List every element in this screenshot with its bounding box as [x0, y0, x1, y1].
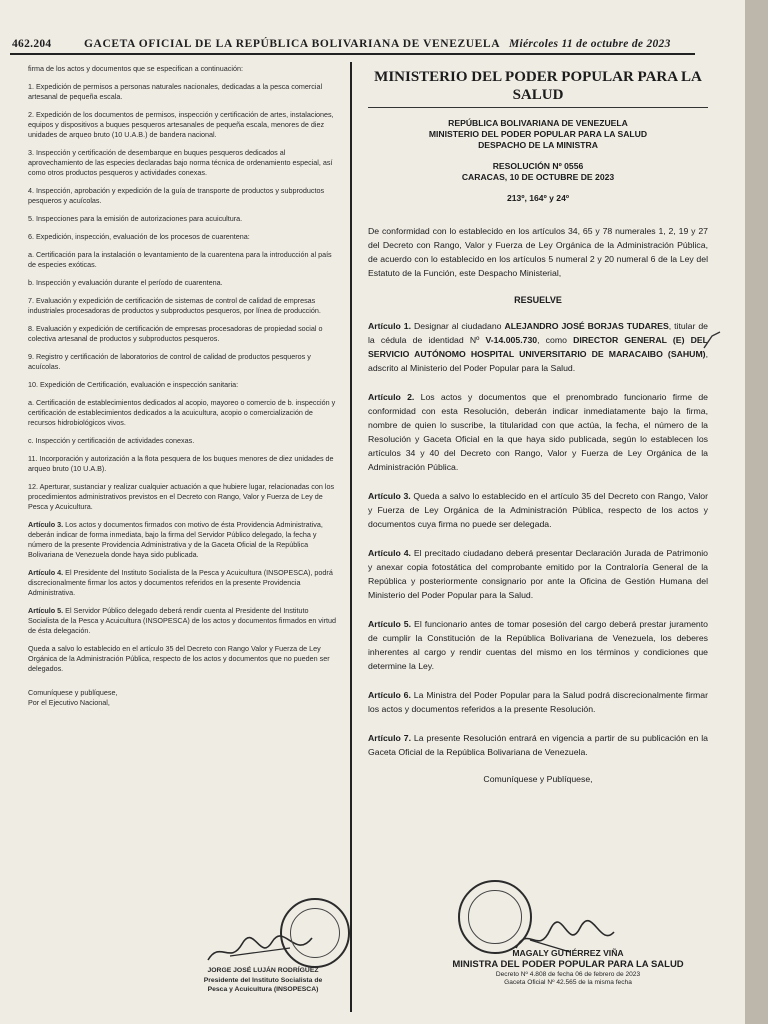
- resolution-number: RESOLUCIÓN Nº 0556: [492, 161, 584, 171]
- left-paragraph: 3. Inspección y certificación de desembarque en buques pesqueros dedicados al aprovechamiento de las especies declaradas bajo norma técnica de ordenamiento especial, así como otros productos pesqueros y actividades conexas.: [28, 148, 333, 177]
- left-signer-title: Presidente del Instituto Socialista de: [203, 976, 323, 984]
- left-paragraph: firma de los actos y documentos que se especifican a continuación:: [28, 64, 243, 73]
- left-official-seal: [280, 898, 350, 968]
- left-paragraph: b. Inspección y evaluación durante el período de cuarentena.: [28, 278, 223, 287]
- article-text: El Presidente del Instituto Socialista de la Pesca y Acuicultura (INSOPESCA), podrá discrecionalmente firmar los actos y documentos referidos en la presente Providencia Administrativa.: [28, 568, 333, 597]
- designee-id: V-14.005.730: [485, 335, 538, 345]
- right-signer-title: MINISTRA DEL PODER POPULAR PARA LA SALUD: [452, 959, 684, 970]
- article-3: [368, 489, 708, 531]
- left-signature-block: [178, 966, 348, 995]
- header-rule: [10, 53, 695, 55]
- left-paragraph: 10. Expedición de Certificación, evaluación e inspección sanitaria:: [28, 380, 239, 389]
- article-2: [368, 390, 708, 474]
- designee-post: DIRECTOR GENERAL (E) DEL SERVICIO AUTÓNOMO HOSPITAL UNIVERSITARIO DE MARACAIBO (SAHUM): [368, 335, 708, 359]
- left-paragraph: 12. Aperturar, sustanciar y realizar cualquier actuación a que hubiere lugar, relacionadas con los procedimientos administrativos previstos en el Decreto con Rango, Valor y Fuerza de Ley de Pesca y Acuicultura.: [28, 482, 335, 511]
- article-4: [368, 546, 708, 602]
- heading-line: MINISTERIO DEL PODER POPULAR PARA LA SALUD: [428, 129, 648, 139]
- ministry-title: MINISTERIO DEL PODER POPULAR PARA LA SALUD: [368, 68, 708, 108]
- page-number: 462.204: [12, 38, 52, 50]
- right-communique: Comuníquese y Publíquese,: [483, 774, 593, 784]
- left-column: [28, 64, 338, 708]
- right-signature-block: [408, 948, 728, 987]
- left-article: [28, 568, 338, 598]
- resolution-years: 213º, 164º y 24º: [507, 193, 569, 203]
- article-label: Artículo 3.: [28, 520, 64, 529]
- left-paragraph: a. Certificación de establecimientos dedicados al acopio, mayoreo o comercio de b. inspección y certificación de establecimientos dedicados a la acuicultura, acopio o comercialización de recursos hidrobiológicos vivos.: [28, 398, 336, 427]
- article-label: Artículo 6.: [368, 690, 411, 700]
- article-text: Designar al ciudadano: [411, 321, 505, 331]
- article-text: El precitado ciudadano deberá presentar Declaración Jurada de Patrimonio y anexar copia fotostática del comprobante emitido por la Contraloría General de la República y posteriormente consignario por ante la Oficina de Gestión Humana del Ministerio del Poder Popular para la Salud.: [368, 548, 708, 600]
- resolution-number-block: [368, 161, 708, 183]
- article-text: , como: [537, 335, 574, 345]
- resolution-place-date: CARACAS, 10 DE OCTUBRE DE 2023: [461, 172, 615, 182]
- left-paragraph: a. Certificación para la instalación o levantamiento de la cuarentena para la introducción al país de especies exóticas.: [28, 250, 332, 269]
- designee-name: ALEJANDRO JOSÉ BORJAS TUDARES: [504, 321, 669, 331]
- article-7: [368, 731, 708, 759]
- right-signer-name: MAGALY GUTIÉRREZ VIÑA: [512, 948, 624, 958]
- left-article: [28, 606, 338, 636]
- left-closing: Queda a salvo lo establecido en el artículo 35 del Decreto con Rango Valor y Fuerza de Ley Orgánica de la Administración Pública, respecto de los actos y documentos que no pueden ser delegados.: [28, 644, 330, 673]
- article-label: Artículo 4.: [368, 548, 411, 558]
- left-signer-name: JORGE JOSÉ LUJÁN RODRÍGUEZ: [207, 967, 319, 974]
- article-text: El Servidor Público delegado deberá rendir cuenta al Presidente del Instituto Socialista de la Pesca y Acuicultura (INSOPESCA) de los actos y documentos firmados en virtud de ésta delegación.: [28, 606, 337, 635]
- article-label: Artículo 3.: [368, 491, 411, 501]
- publication-title: GACETA OFICIAL DE LA REPÚBLICA BOLIVARIANA DE VENEZUELA: [84, 38, 501, 50]
- right-signer-decree: Decreto Nº 4.808 de fecha 06 de febrero de 2023: [495, 971, 641, 978]
- article-label: Artículo 1.: [368, 321, 412, 331]
- right-signer-gazette: Gaceta Oficial Nº 42.565 de la misma fecha: [504, 979, 632, 986]
- article-label: Artículo 7.: [368, 733, 411, 743]
- background-edge: [745, 0, 768, 1024]
- article-label: Artículo 5.: [28, 606, 64, 615]
- left-paragraph: 11. Incorporación y autorización a la flota pesquera de los buques menores de diez unidades de arqueo bruto (10 U.A.B).: [28, 454, 334, 473]
- column-divider: [350, 62, 352, 1012]
- heading-line: REPÚBLICA BOLIVARIANA DE VENEZUELA: [448, 118, 628, 128]
- article-1: [368, 319, 708, 375]
- article-text: Los actos y documentos que el prenombrado funcionario firme de conformidad con esta Resolución, deberán indicar inmediatamente bajo la firma, nombre de quien lo suscribe, la titularidad con que actúa, la fecha, el número de la Resolución y Gaceta Oficial en la que haya sido publicada, según lo establecen los artículos 34 y 40 del Decreto con Rango, Valor y Fuerza de Ley Orgánica de la Administración Pública.: [368, 392, 709, 472]
- resuelve-heading: RESUELVE: [514, 295, 562, 305]
- preamble: De conformidad con lo establecido en los artículos 34, 65 y 78 numerales 1, 2, 19 y 27 del Decreto con Rango, Valor y Fuerza de Ley Orgánica de la Administración Pública, de acuerdo con lo establecido en los artículos 5 numeral 2 y 20 numeral 6 de la Ley del Estatuto de la Función, este Despacho Ministerial,: [368, 226, 708, 278]
- article-text: , adscrito al Ministerio del Poder Popular para la Salud.: [368, 349, 708, 373]
- right-column: [368, 68, 708, 784]
- left-paragraph: 1. Expedición de permisos a personas naturales nacionales, dedicadas a la pesca comercial artesanal de pequeña escala.: [28, 82, 323, 101]
- left-paragraph: 8. Evaluación y expedición de certificación de empresas procesadoras de propiedad social o colectiva artesanal de productos y subproductos pesqueros.: [28, 324, 323, 343]
- left-paragraph: 2. Expedición de los documentos de permisos, inspección y certificación de artes, instalaciones, equipos y dispositivos a buques pesqueros artesanales de pequeña escala, menores de diez unidades de arqueo bruto (10 U.A.B.) de bandera nacional.: [28, 110, 334, 139]
- left-paragraph: 9. Registro y certificación de laboratorios de control de calidad de productos pesqueros y acuícolas.: [28, 352, 311, 371]
- article-text: La presente Resolución entrará en vigencia a partir de su publicación en la Gaceta Oficial de la República Bolivariana de Venezuela.: [368, 733, 708, 757]
- heading-line: DESPACHO DE LA MINISTRA: [478, 140, 598, 150]
- article-text: La Ministra del Poder Popular para la Salud podrá discrecionalmente firmar los actos y documentos referidos a la presente Resolución.: [368, 690, 708, 714]
- article-label: Artículo 4.: [28, 568, 64, 577]
- left-communique-2: Por el Ejecutivo Nacional,: [28, 698, 110, 707]
- left-paragraph: 5. Inspecciones para la emisión de autorizaciones para acuicultura.: [28, 214, 243, 223]
- left-paragraph: c. Inspección y certificación de actividades conexas.: [28, 436, 195, 445]
- left-paragraph: 6. Expedición, inspección, evaluación de los procesos de cuarentena:: [28, 232, 250, 241]
- article-6: [368, 688, 708, 716]
- left-signer-title-2: Pesca y Acuicultura (INSOPESCA): [207, 986, 319, 993]
- resolution-heading: [368, 118, 708, 151]
- left-article: [28, 520, 338, 560]
- article-5: [368, 617, 708, 673]
- article-label: Artículo 5.: [368, 619, 412, 629]
- left-paragraph: 4. Inspección, aprobación y expedición de la guía de transporte de productos y subproductos pesqueros y acuícolas.: [28, 186, 325, 205]
- article-text: , titular de la cédula de identidad Nº: [368, 321, 708, 345]
- left-communique: Comuníquese y publíquese,: [28, 688, 118, 697]
- left-paragraph: 7. Evaluación y expedición de certificación de sistemas de control de calidad de empresas industriales procesadoras de productos y subproductos pesqueros, por línea de producción.: [28, 296, 321, 315]
- article-label: Artículo 2.: [368, 392, 415, 402]
- publication-date: Miércoles 11 de octubre de 2023: [509, 38, 671, 50]
- article-text: El funcionario antes de tomar posesión del cargo deberá prestar juramento de cumplir la Constitución de la República Bolivariana de Venezuela, los deberes inherentes al cargo y rendir cuentas del mismo en los términos y condiciones que determine la Ley.: [368, 619, 708, 671]
- article-text: Los actos y documentos firmados con motivo de ésta Providencia Administrativa, deberán indicar de forma inmediata, bajo la firma del Servidor Público delegado, la fecha y número de la presente Providencia Administrativa y de la Gaceta Oficial de la República Bolivariana de Venezuela donde haya sido publicada.: [28, 520, 323, 559]
- check-mark: [700, 330, 724, 354]
- article-text: Queda a salvo lo establecido en el artículo 35 del Decreto con Rango, Valor y Fuerza de Ley Orgánica de la Administración Pública, respecto de los actos y documentos cuya firma no puede ser delegada.: [368, 491, 708, 529]
